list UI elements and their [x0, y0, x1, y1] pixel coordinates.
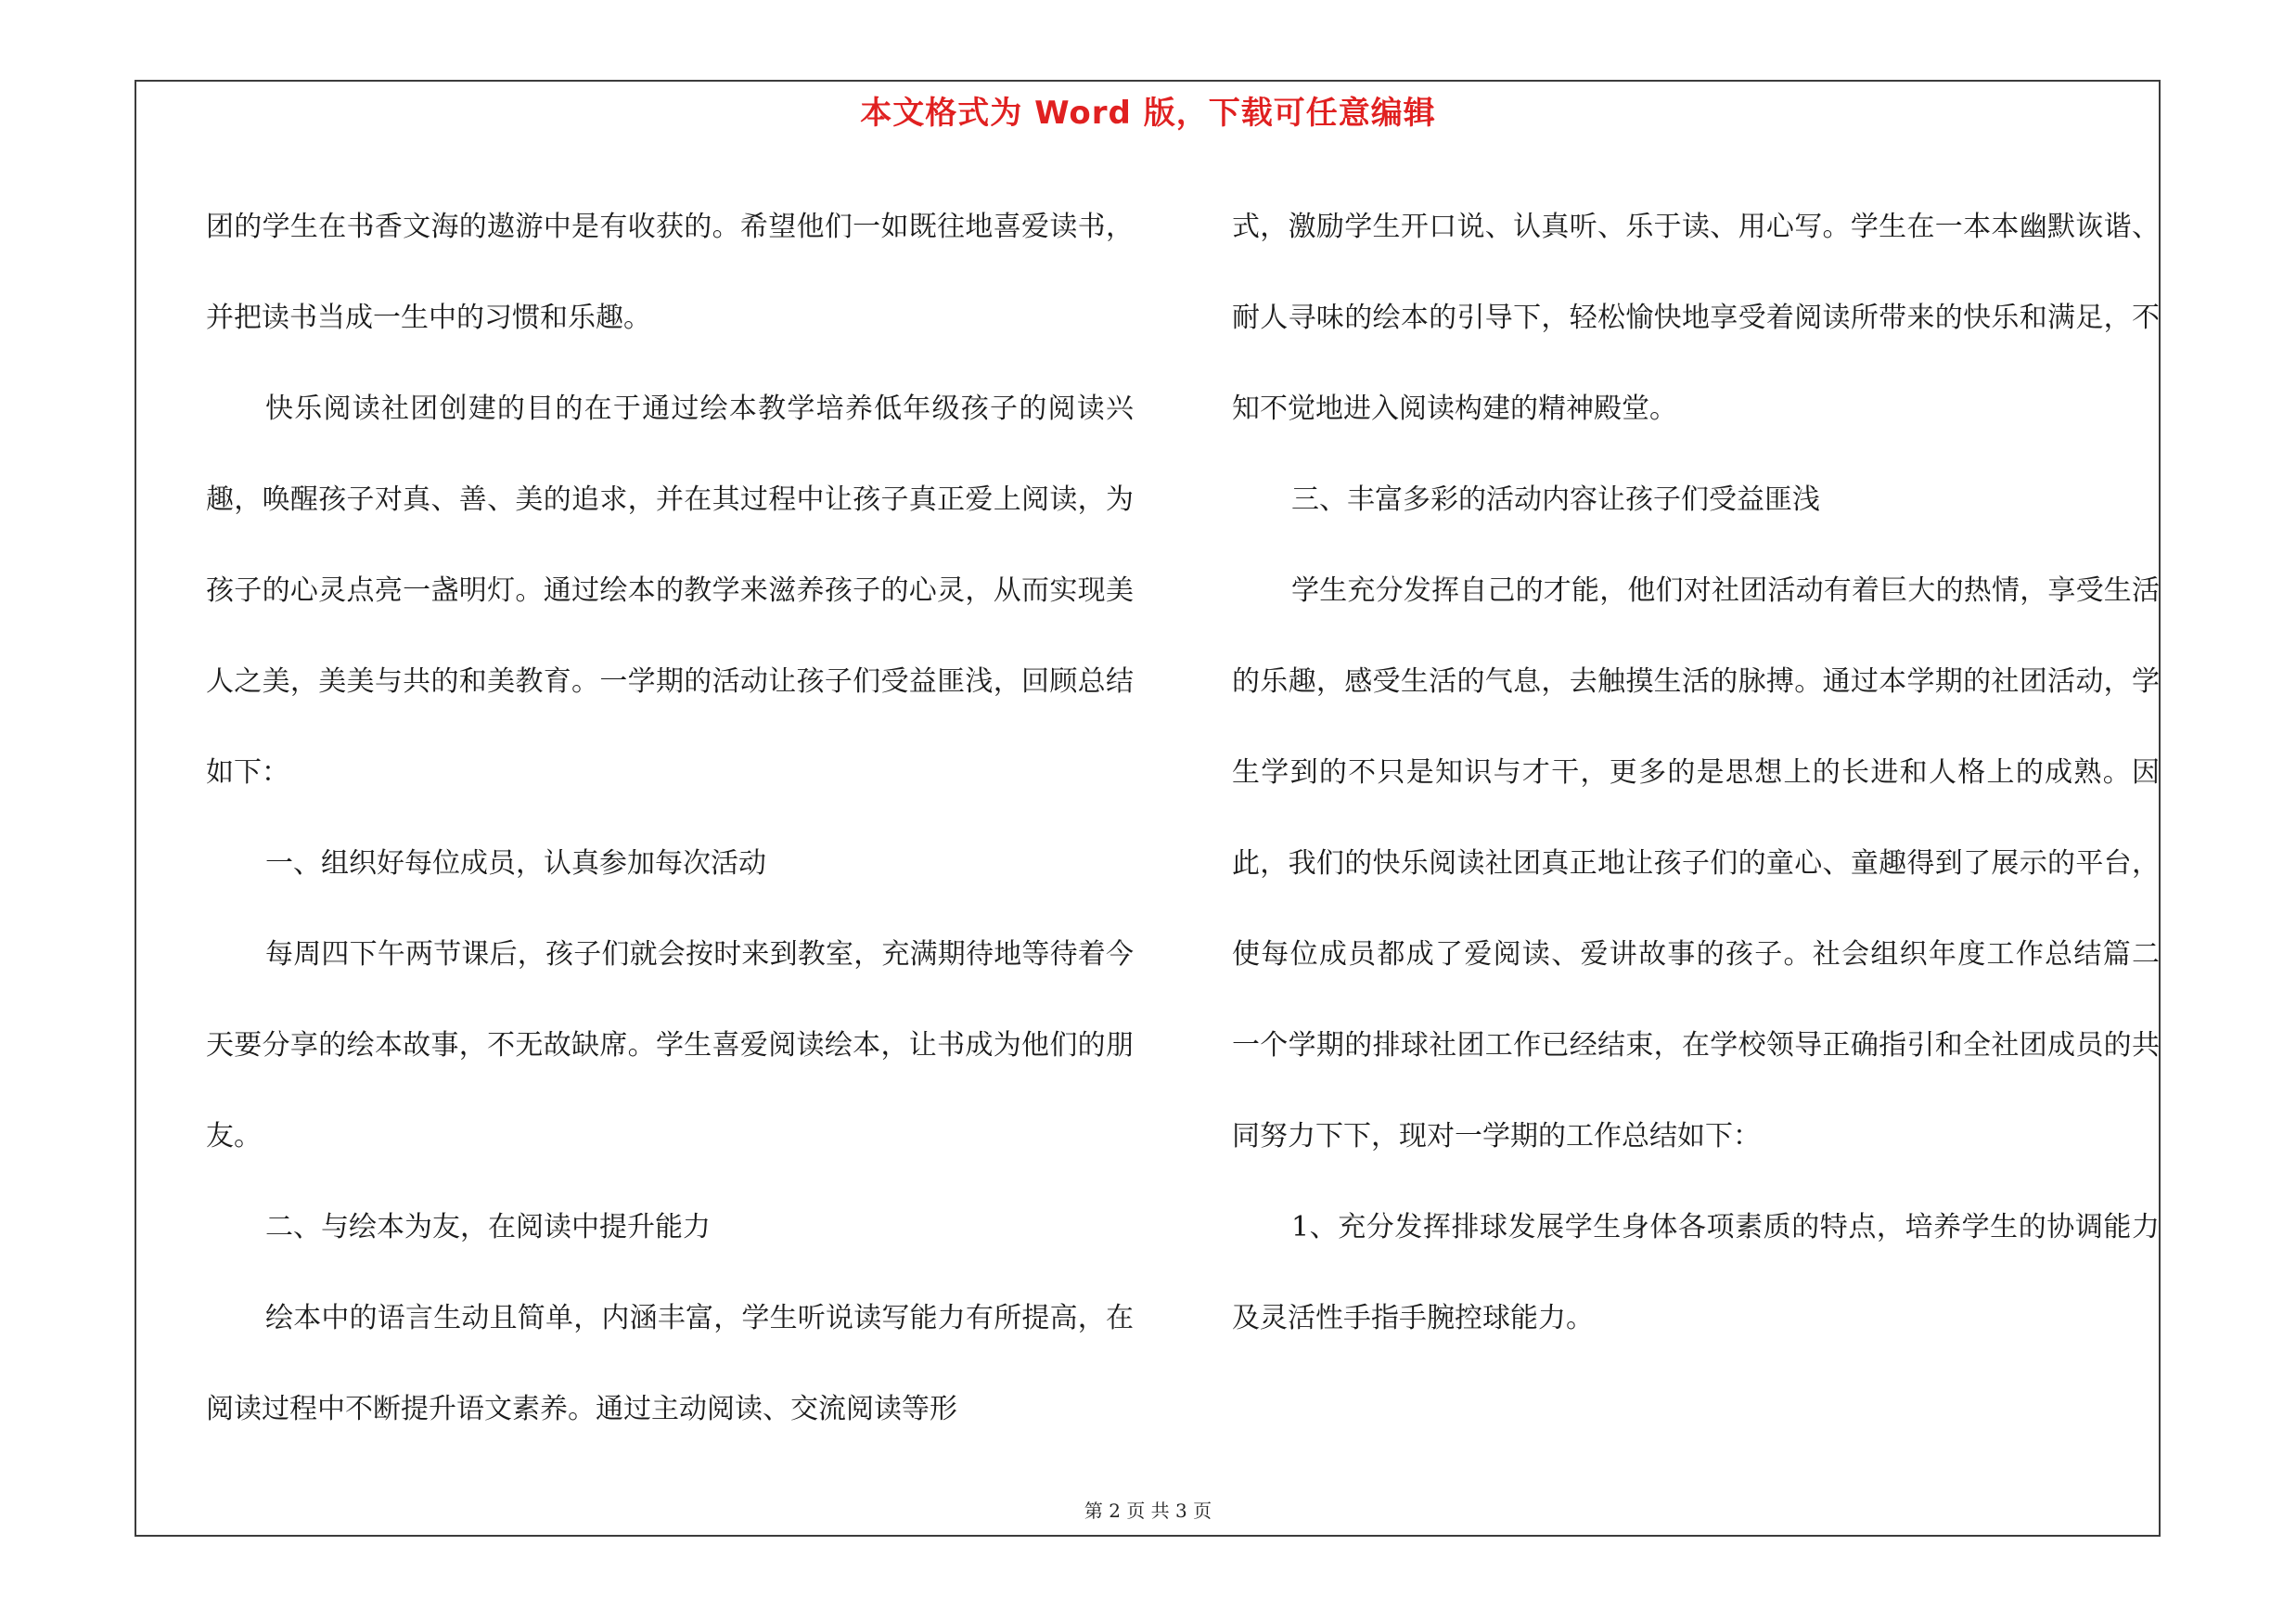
left-column [206, 182, 1134, 1455]
paragraph: 1、充分发挥排球发展学生身体各项素质的特点，培养学生的协调能力及灵活性手指手腕控球能力。 [1232, 1211, 2160, 1334]
page-number: 第 2 页 共 3 页 [1084, 1500, 1212, 1522]
paragraph: 式，激励学生开口说、认真听、乐于读、用心写。学生在一本本幽默诙谐、耐人寻味的绘本的引导下，轻松愉快地享受着阅读所带来的快乐和满足，不知不觉地进入阅读构建的精神殿堂。 [1232, 211, 2160, 425]
paragraph: 团的学生在书香文海的遨游中是有收获的。希望他们一如既往地喜爱读书，并把读书当成一生中的习惯和乐趣。 [206, 211, 1134, 334]
paragraph: 每周四下午两节课后，孩子们就会按时来到教室，充满期待地等待着今天要分享的绘本故事，不无故缺席。学生喜爱阅读绘本，让书成为他们的朋友。 [206, 938, 1134, 1153]
right-column [1232, 182, 2215, 1364]
paragraph: 绘本中的语言生动且简单，内涵丰富，学生听说读写能力有所提高，在阅读过程中不断提升语文素养。通过主动阅读、交流阅读等形 [206, 1302, 1134, 1425]
paragraph: 快乐阅读社团创建的目的在于通过绘本教学培养低年级孩子的阅读兴趣，唤醒孩子对真、善、美的追求，并在其过程中让孩子真正爱上阅读，为孩子的心灵点亮一盏明灯。通过绘本的教学来滋养孩子的心灵，从而实现美人之美，美美与共的和美教育。一学期的活动让孩子们受益匪浅，回顾总结如下： [206, 393, 1134, 789]
format-banner: 本文格式为 Word 版，下载可任意编辑 [860, 95, 1436, 132]
section-heading: 二、与绘本为友，在阅读中提升能力 [265, 1211, 711, 1243]
section-heading: 三、丰富多彩的活动内容让孩子们受益匪浅 [1291, 483, 1820, 516]
paragraph: 学生充分发挥自己的才能，他们对社团活动有着巨大的热情，享受生活的乐趣，感受生活的气息，去触摸生活的脉搏。通过本学期的社团活动，学生学到的不只是知识与才干，更多的是思想上的长进和人格上的成熟。因此，我们的快乐阅读社团真正地让孩子们的童心、童趣得到了展示的平台，使每位成员都成了爱阅读、爱讲故事的孩子。社会组织年度工作总结篇二 一个学期的排球社团工作已经结束，在学校领导正确指引和全社团成员的共同努力下下，现对一学期的工作总结如下： [1232, 574, 2215, 1153]
section-heading: 一、组织好每位成员，认真参加每次活动 [265, 847, 766, 880]
